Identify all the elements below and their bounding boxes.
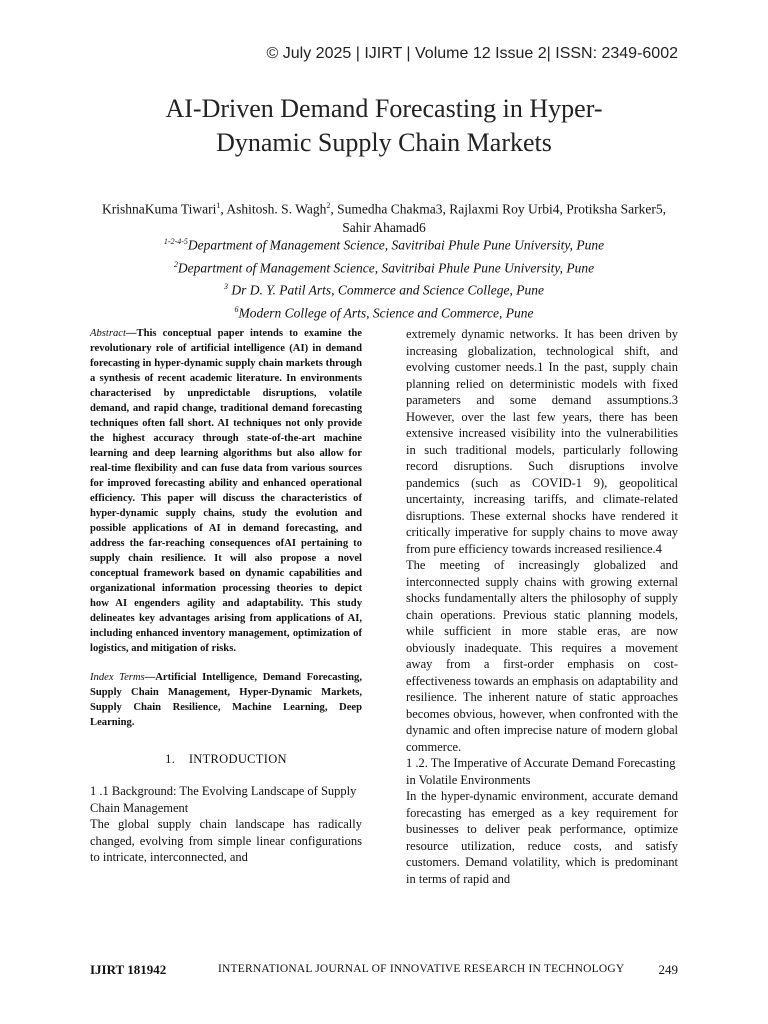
page-number: 249	[658, 962, 678, 977]
body-paragraph: In the hyper-dynamic environment, accurate demand forecasting has emerged as a key requirement for businesses to deliver peak performance, optimize resource utilization, reduce costs, and satisfy customers. Demand volatility, which is predominant in terms of rapid and	[406, 789, 678, 886]
index-terms	[90, 670, 362, 730]
right-column	[406, 326, 678, 887]
affiliation-text: Modern College of Arts, Science and Commerce, Pune	[238, 305, 534, 320]
affiliation-sup: 3	[224, 282, 229, 291]
affiliation	[90, 277, 678, 300]
subsection-heading: 1 .2. The Imperative of Accurate Demand Forecasting in Volatile Environments	[406, 756, 676, 787]
abstract	[90, 326, 362, 656]
subsection-heading: 1 .1 Background: The Evolving Landscape of Supply Chain Management	[90, 784, 357, 815]
abstract-text: —This conceptual paper intends to examine the revolutionary role of artificial intelligence (AI) in demand forecasting in hyper-dynamic supply chain markets through a synthesis of recent academic literature. In environments characterised by unpredictable disruptions, volatile demand, and rapid change, traditional demand forecasting techniques often fall short. AI techniques not only provide the highest accuracy through state-of-the-art machine learning and deep learning algorithms but also allow for real-time flexibility and can fuse data from various sources for improved forecasting ability and enhanced operational efficiency. This paper will discuss the characteristics of hyper-dynamic supply chains, study the evolution and possible applications of AI in demand forecasting, and address the far-reaching consequences ofAI pertaining to supply chain resilience. It will also propose a novel conceptual framework based on dynamic capabilities and organizational information processing theories to depict how AI engenders agility and adaptability. This study delineates key advantages arising from applications of AI, including enhanced inventory management, optimization of logistics, and mitigation of risks.	[90, 328, 362, 654]
paper-title	[0, 92, 768, 160]
abstract-label: Abstract	[90, 328, 126, 339]
journal-header: © July 2025 | IJIRT | Volume 12 Issue 2| ISSN: 2349-6002	[266, 45, 678, 62]
affiliation-text: Dr D. Y. Patil Arts, Commerce and Science College, Pune	[228, 282, 544, 298]
affiliation	[90, 232, 678, 255]
body-paragraph: The global supply chain landscape has radically changed, evolving from simple linear configurations to intricate, interconnected, and	[90, 817, 362, 864]
left-column	[90, 326, 362, 866]
footer-paper-id: IJIRT 181942	[90, 962, 167, 977]
index-terms-label: Index Terms	[90, 672, 145, 683]
title-line-1: AI-Driven Demand Forecasting in Hyper-	[165, 94, 603, 123]
affiliation-text: Department of Management Science, Savitribai Phule Pune University, Pune	[177, 260, 595, 275]
author-list	[90, 197, 678, 237]
page-footer	[90, 962, 678, 980]
affiliation-text: Department of Management Science, Savitribai Phule Pune University, Pune	[187, 237, 605, 253]
author-sup: 1	[216, 201, 221, 210]
footer-journal-name: INTERNATIONAL JOURNAL OF INNOVATIVE RESEARCH IN TECHNOLOGY	[218, 963, 625, 975]
affiliation-sup: 1-2-4-5	[163, 237, 188, 246]
author-name: KrishnaKuma Tiwari	[102, 201, 217, 217]
body-paragraph: extremely dynamic networks. It has been driven by increasing globalization, technological shift, and evolving customer needs.1 In the past, supply chain planning relied on deterministic models with fixed parameters and some demand assumptions.3 However, over the last few years, there has been extensive increased visibility into the vulnerabilities in such traditional models, particularly following record disruptions. Such disruptions involve pandemics (such as COVID-1 9), geopolitical uncertainty, increasing tariffs, and climate-related disruptions. These external shocks have rendered it critically imperative for supply chains to move away from pure efficiency towards increased resilience.4	[406, 327, 678, 556]
affiliation	[90, 300, 678, 323]
author-line-2: Sahir Ahamad6	[342, 219, 426, 235]
affiliation	[90, 255, 678, 278]
title-line-2: Dynamic Supply Chain Markets	[216, 128, 552, 157]
index-terms-text: —Artificial Intelligence, Demand Forecasting, Supply Chain Management, Hyper-Dynamic Markets, Supply Chain Resilience, Machine Learning, Deep Learning.	[90, 672, 362, 728]
author-sup: 2	[326, 201, 331, 210]
body-paragraph: The meeting of increasingly globalized and interconnected supply chains with growing external shocks fundamentally alters the philosophy of supply chain operations. Previous static planning models, while sufficient in more stable eras, are now obviously inadequate. This requires a movement away from a first-order emphasis on cost-effectiveness towards an emphasis on adaptability and resilience. The inherent nature of static approaches becomes obvious, however, when confronted with the dynamic and often imprecise nature of modern global commerce.	[406, 558, 678, 754]
affiliation-sup: 2	[173, 259, 178, 269]
author-name: , Ashitosh. S. Wagh	[220, 201, 327, 217]
author-names-rest: , Sumedha Chakma3, Rajlaxmi Roy Urbi4, Protiksha Sarker5,	[330, 201, 666, 217]
affiliations	[90, 232, 678, 322]
author-line-1	[90, 197, 678, 219]
section-heading-introduction: 1. INTRODUCTION	[165, 752, 287, 766]
affiliation-sup: 6	[234, 304, 239, 314]
